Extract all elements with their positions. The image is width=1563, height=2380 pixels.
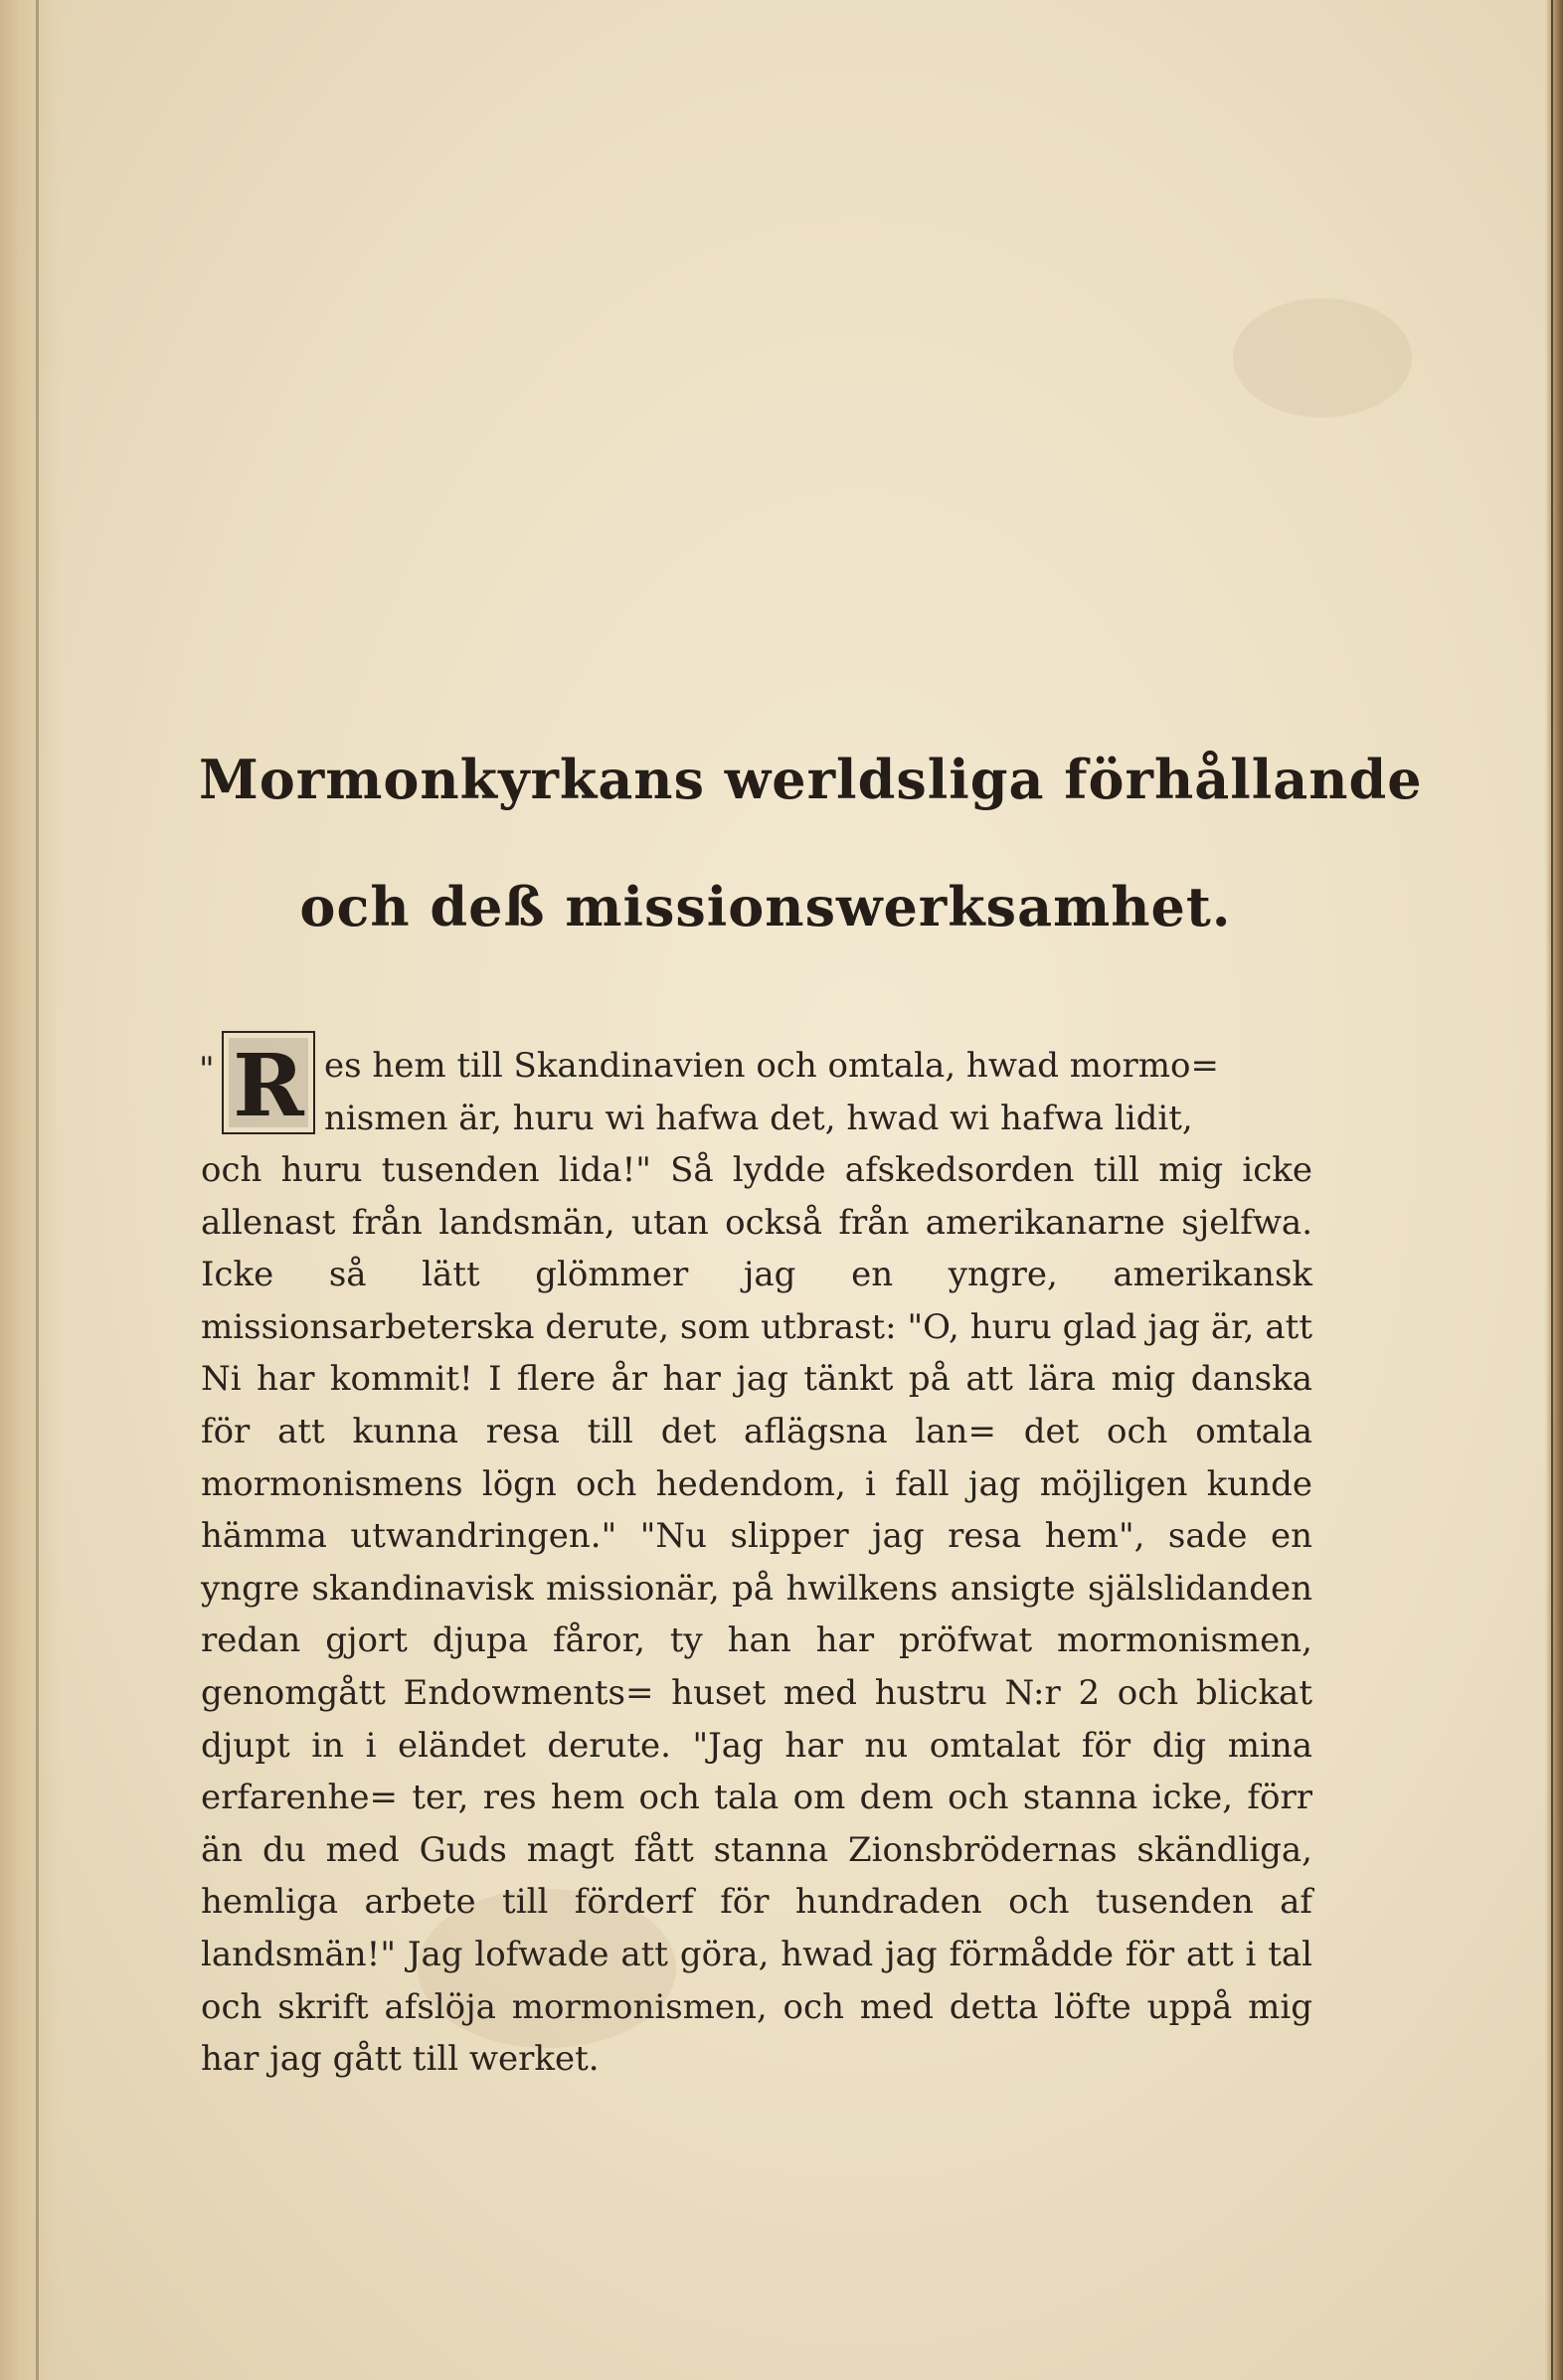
drop-cap-glyph: R: [233, 1036, 304, 1135]
drop-cap-ornament: [221, 1030, 316, 1135]
paragraph-body: och huru tusenden lida!" Så lydde afskedsorden till mig icke allenast från landsmän, utan också från amerikanarne sjelfwa. Icke så lätt glömmer jag en yngre, amerikansk missionsarbeterska derute, som utbrast: "O, huru glad jag är, att Ni har kommit! I flere år har jag tänkt på att lära mig danska för att kunna resa till det aflägsna lan= det och omtala mormonismens lögn och hedendom, i fall jag möjligen kunde hämma utwandringen." "Nu slipper jag resa hem", sade en yngre skandinavisk missionär, på hwilkens ansigte själslidanden redan gjort djupa fåror, ty han har pröfwat mormonismen, genomgått Endowments= huset med hustru N:r 2 och blickat djupt in i eländet derute. "Jag har nu omtalat för dig mina erfarenhe= ter, res hem och tala om dem och stanna icke, förr än du med Guds magt fått stanna Zionsbrödernas skändliga, hemliga arbete till förderf för hundraden och tusenden af landsmän!" Jag lofwade att göra, hwad jag förmådde för att i tal och skrift afslöja mormonismen, och med detta löfte uppå mig har jag gått till werket.: [201, 1150, 1312, 2080]
drop-cap-letter: [221, 1030, 316, 1135]
paragraph-opening-lines: [324, 1040, 1312, 1144]
page-edge-line: [1551, 0, 1553, 2380]
paragraph-line-2: nismen är, huru wi hafwa det, hwad wi hafwa lidit,: [324, 1098, 1193, 1138]
paper-stain: [1233, 298, 1412, 418]
opening-quote-mark: ": [199, 1050, 215, 1090]
page-edge-shadow: [1545, 0, 1563, 2380]
chapter-title-line-2: och deß missionswerksamhet.: [299, 875, 1232, 938]
paragraph-line-1: es hem till Skandinavien och omtala, hwad mormo=: [324, 1046, 1219, 1086]
page-gutter-shadow: [0, 0, 60, 2380]
binding-line: [36, 0, 39, 2380]
chapter-title-line-1: Mormonkyrkans werldsliga förhållande: [199, 748, 1423, 811]
